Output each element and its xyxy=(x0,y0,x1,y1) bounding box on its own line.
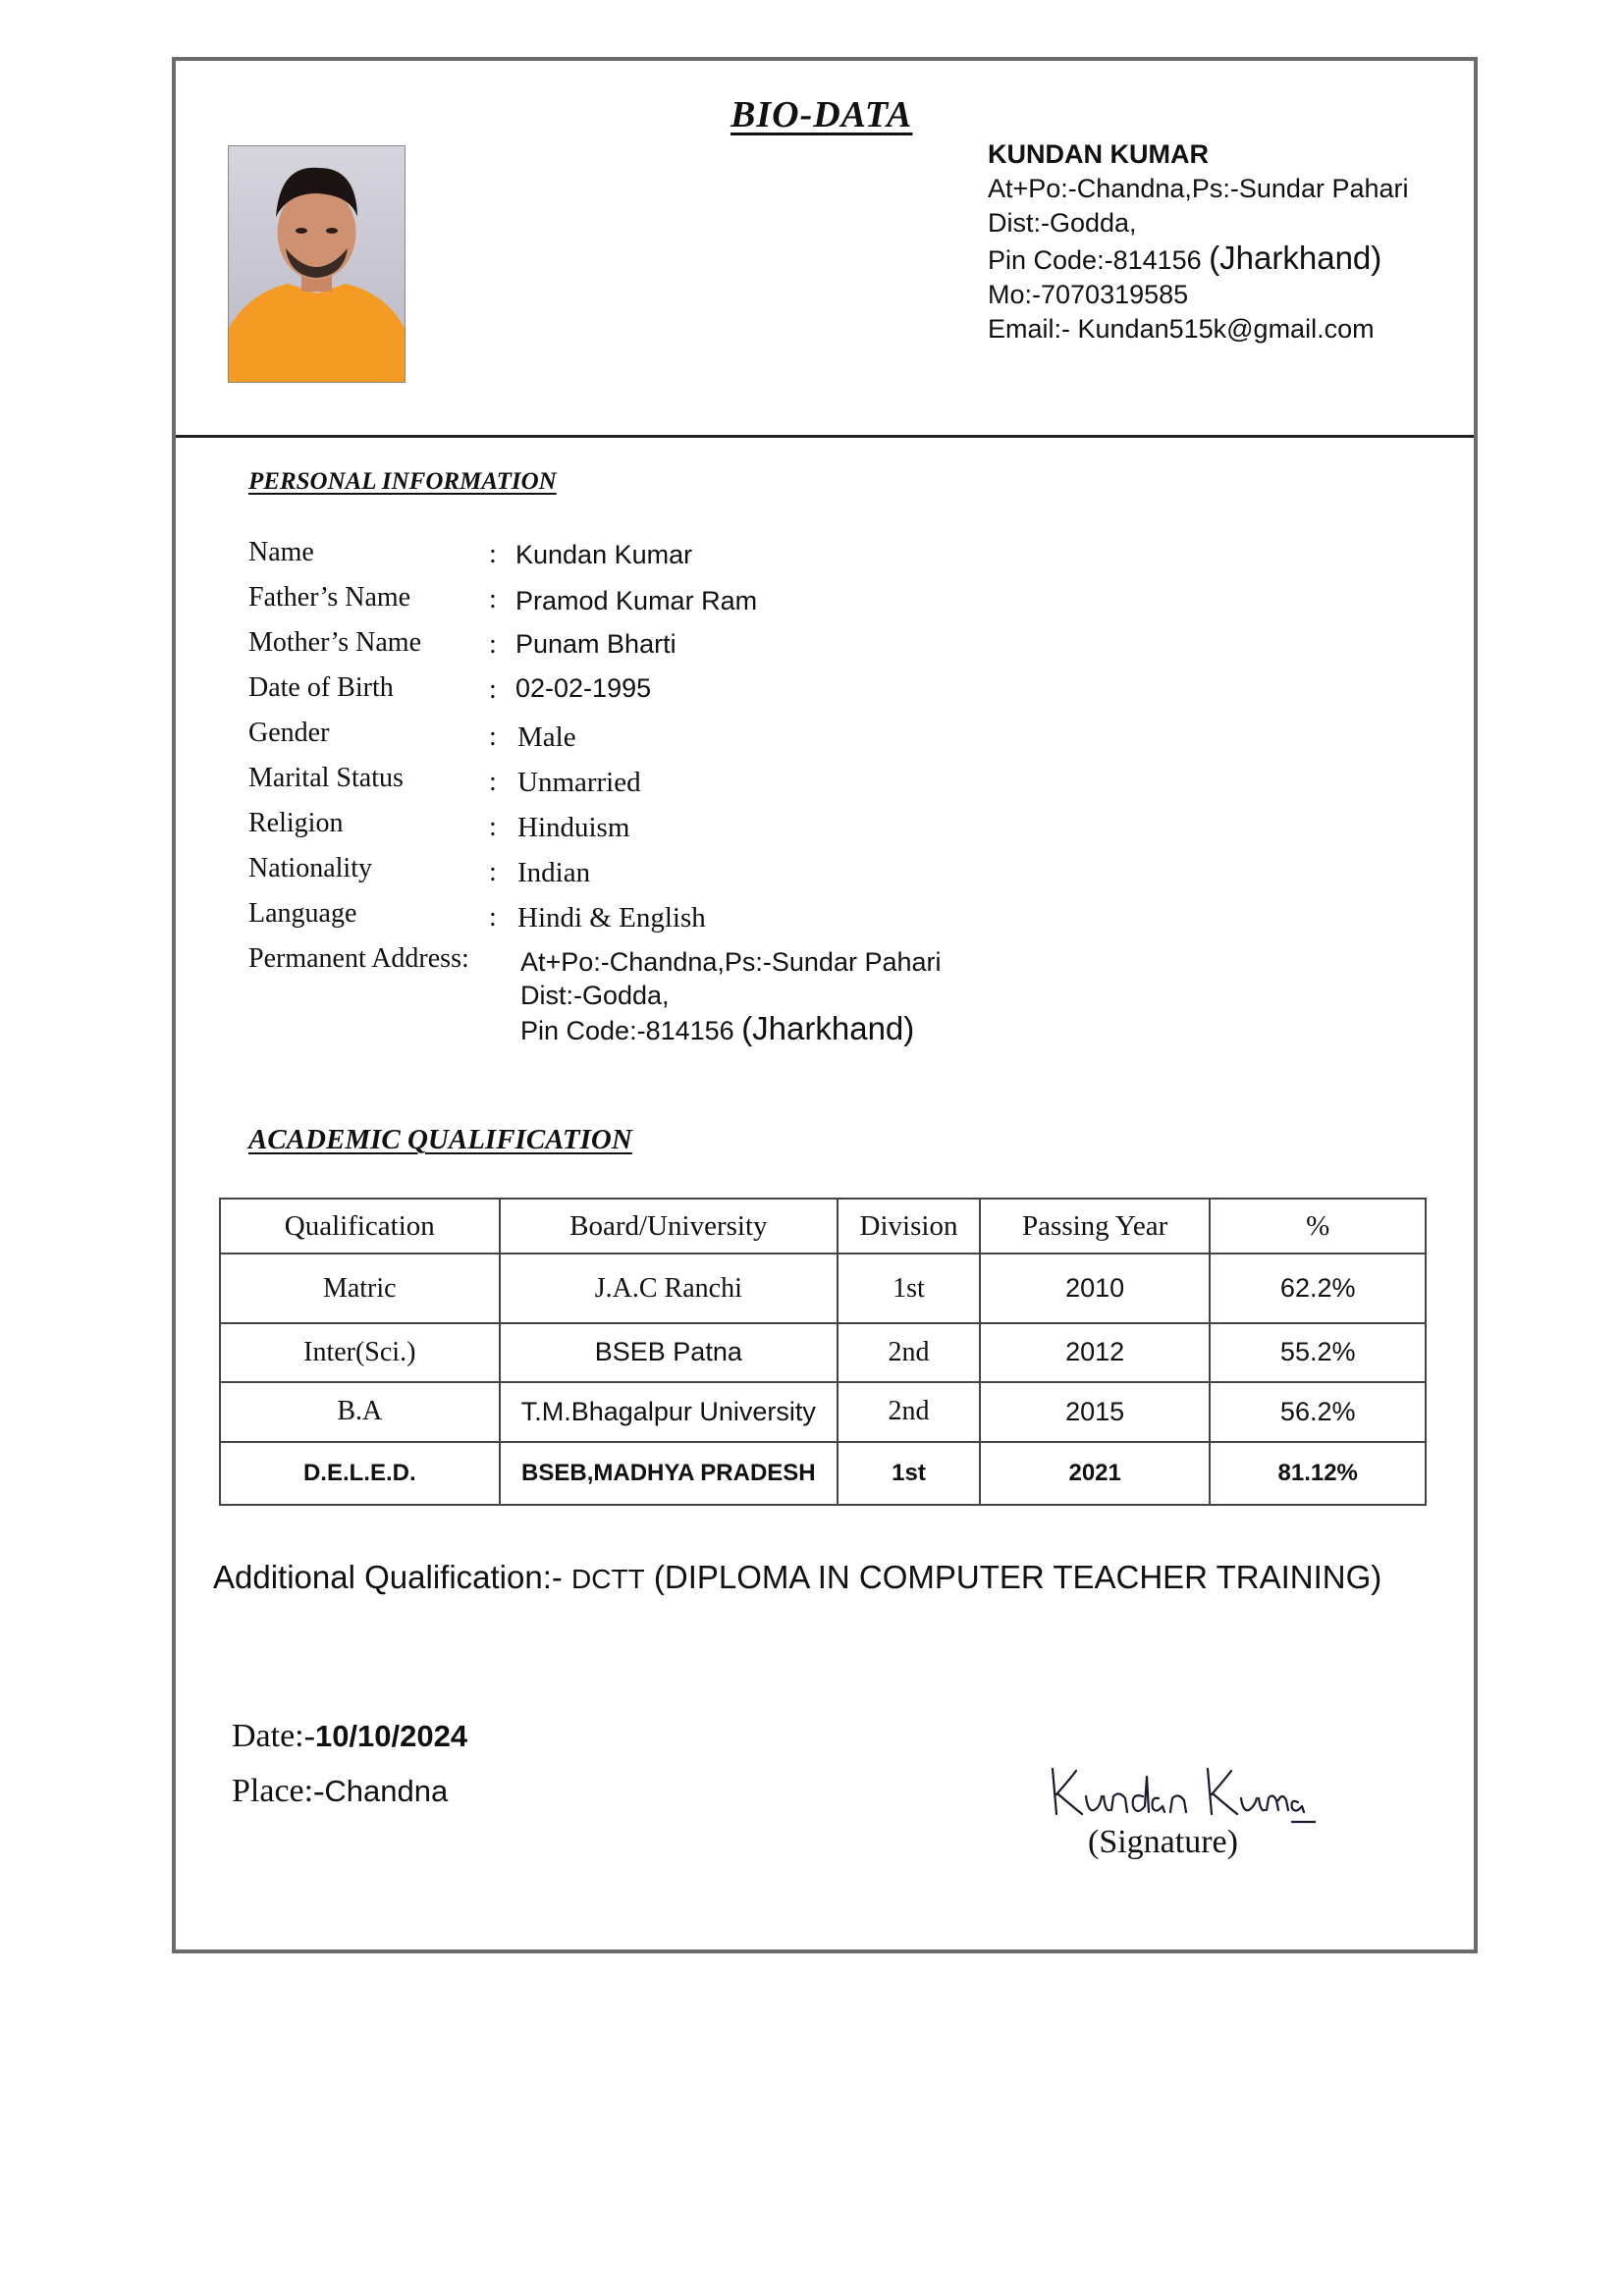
value-dob: 02-02-1995 xyxy=(515,673,652,703)
table-cell: 56.2% xyxy=(1210,1382,1426,1441)
document-title: BIO-DATA xyxy=(730,94,913,135)
pin-code: Pin Code:-814156 xyxy=(520,1016,734,1045)
table-header-row xyxy=(220,1199,1426,1254)
table-cell: 2012 xyxy=(980,1323,1211,1382)
table-cell: J.A.C Ranchi xyxy=(500,1254,839,1322)
table-cell: BSEB Patna xyxy=(500,1323,839,1382)
value-name: Kundan Kumar xyxy=(515,540,693,569)
value-marital-status: Unmarried xyxy=(517,767,641,798)
colon: : xyxy=(489,812,497,842)
header-divider xyxy=(176,435,1474,438)
label-nationality: Nationality xyxy=(248,853,372,883)
colon: : xyxy=(489,629,497,660)
label-permanent-address: Permanent Address: xyxy=(248,943,469,974)
email-address: Email:- Kundan515k@gmail.com xyxy=(988,314,1375,344)
signature-caption: (Signature) xyxy=(1088,1824,1238,1860)
place-line xyxy=(232,1773,448,1810)
pin-code-line xyxy=(988,240,1409,278)
table-cell: 1st xyxy=(838,1442,980,1505)
address-line-1: At+Po:-Chandna,Ps:-Sundar Pahari xyxy=(520,947,942,977)
colon: : xyxy=(489,674,497,705)
column-header: Board/University xyxy=(500,1199,839,1254)
colon: : xyxy=(489,721,497,752)
additional-qualification-label: Additional Qualification:- xyxy=(213,1559,563,1595)
label-mother-name: Mother’s Name xyxy=(248,627,421,658)
address-line-2: Dist:-Godda, xyxy=(988,208,1137,238)
value-religion: Hinduism xyxy=(517,812,630,843)
column-header: Qualification xyxy=(220,1199,500,1254)
academic-heading: ACADEMIC QUALIFICATION xyxy=(248,1124,632,1155)
table-cell: B.A xyxy=(220,1382,500,1441)
table-cell: 2nd xyxy=(838,1382,980,1441)
value-gender: Male xyxy=(517,721,576,753)
colon: : xyxy=(489,902,497,933)
column-header: Division xyxy=(838,1199,980,1254)
address-line-2: Dist:-Godda, xyxy=(520,981,670,1010)
table-cell: 2nd xyxy=(838,1323,980,1382)
state: (Jharkhand) xyxy=(1209,240,1382,276)
label-religion: Religion xyxy=(248,808,344,838)
date-value: 10/10/2024 xyxy=(314,1719,468,1753)
table-cell: 81.12% xyxy=(1210,1442,1426,1505)
applicant-name: KUNDAN KUMAR xyxy=(988,139,1209,169)
place-label: Place:- xyxy=(232,1773,325,1809)
table-cell: Matric xyxy=(220,1254,500,1322)
additional-qualification xyxy=(213,1559,1381,1596)
value-mother-name: Punam Bharti xyxy=(515,629,676,659)
pin-code-line xyxy=(520,1012,942,1047)
contact-block xyxy=(988,137,1409,347)
table-cell: T.M.Bhagalpur University xyxy=(500,1382,839,1441)
colon: : xyxy=(489,539,497,569)
table-cell: 2021 xyxy=(980,1442,1211,1505)
date-label: Date:- xyxy=(232,1718,315,1754)
column-header: % xyxy=(1210,1199,1426,1254)
colon: : xyxy=(489,767,497,797)
additional-qualification-abbr: DCTT xyxy=(571,1564,645,1594)
address-line-1: At+Po:-Chandna,Ps:-Sundar Pahari xyxy=(988,174,1409,203)
label-language: Language xyxy=(248,898,357,929)
state: (Jharkhand) xyxy=(741,1010,915,1046)
table-cell: BSEB,MADHYA PRADESH xyxy=(500,1442,839,1505)
table-cell: D.E.L.E.D. xyxy=(220,1442,500,1505)
table-cell: 62.2% xyxy=(1210,1254,1426,1322)
label-name: Name xyxy=(248,537,314,567)
value-father-name: Pramod Kumar Ram xyxy=(515,586,758,615)
additional-qualification-text: (DIPLOMA IN COMPUTER TEACHER TRAINING) xyxy=(653,1559,1382,1595)
pin-code: Pin Code:-814156 xyxy=(988,245,1202,275)
table-cell: 2010 xyxy=(980,1254,1211,1322)
label-marital-status: Marital Status xyxy=(248,763,404,793)
label-gender: Gender xyxy=(248,718,330,748)
table-cell: 2015 xyxy=(980,1382,1211,1441)
table-cell: 55.2% xyxy=(1210,1323,1426,1382)
mobile-number: Mo:-7070319585 xyxy=(988,280,1189,309)
label-dob: Date of Birth xyxy=(248,672,394,703)
table-row xyxy=(220,1323,1426,1382)
personal-info-heading: PERSONAL INFORMATION xyxy=(248,468,557,495)
table-row xyxy=(220,1254,1426,1322)
date-line xyxy=(232,1718,467,1755)
value-language: Hindi & English xyxy=(517,902,706,934)
colon: : xyxy=(489,857,497,887)
table-row xyxy=(220,1382,1426,1441)
person-photo-icon xyxy=(229,146,405,382)
table-row xyxy=(220,1442,1426,1505)
column-header: Passing Year xyxy=(980,1199,1211,1254)
profile-photo xyxy=(228,145,406,383)
place-value: Chandna xyxy=(324,1774,449,1808)
value-nationality: Indian xyxy=(517,857,591,888)
value-permanent-address xyxy=(520,945,942,1047)
label-father-name: Father’s Name xyxy=(248,582,411,613)
table-cell: 1st xyxy=(838,1254,980,1322)
table-cell: Inter(Sci.) xyxy=(220,1323,500,1382)
academic-table xyxy=(219,1198,1427,1506)
colon: : xyxy=(489,584,497,614)
